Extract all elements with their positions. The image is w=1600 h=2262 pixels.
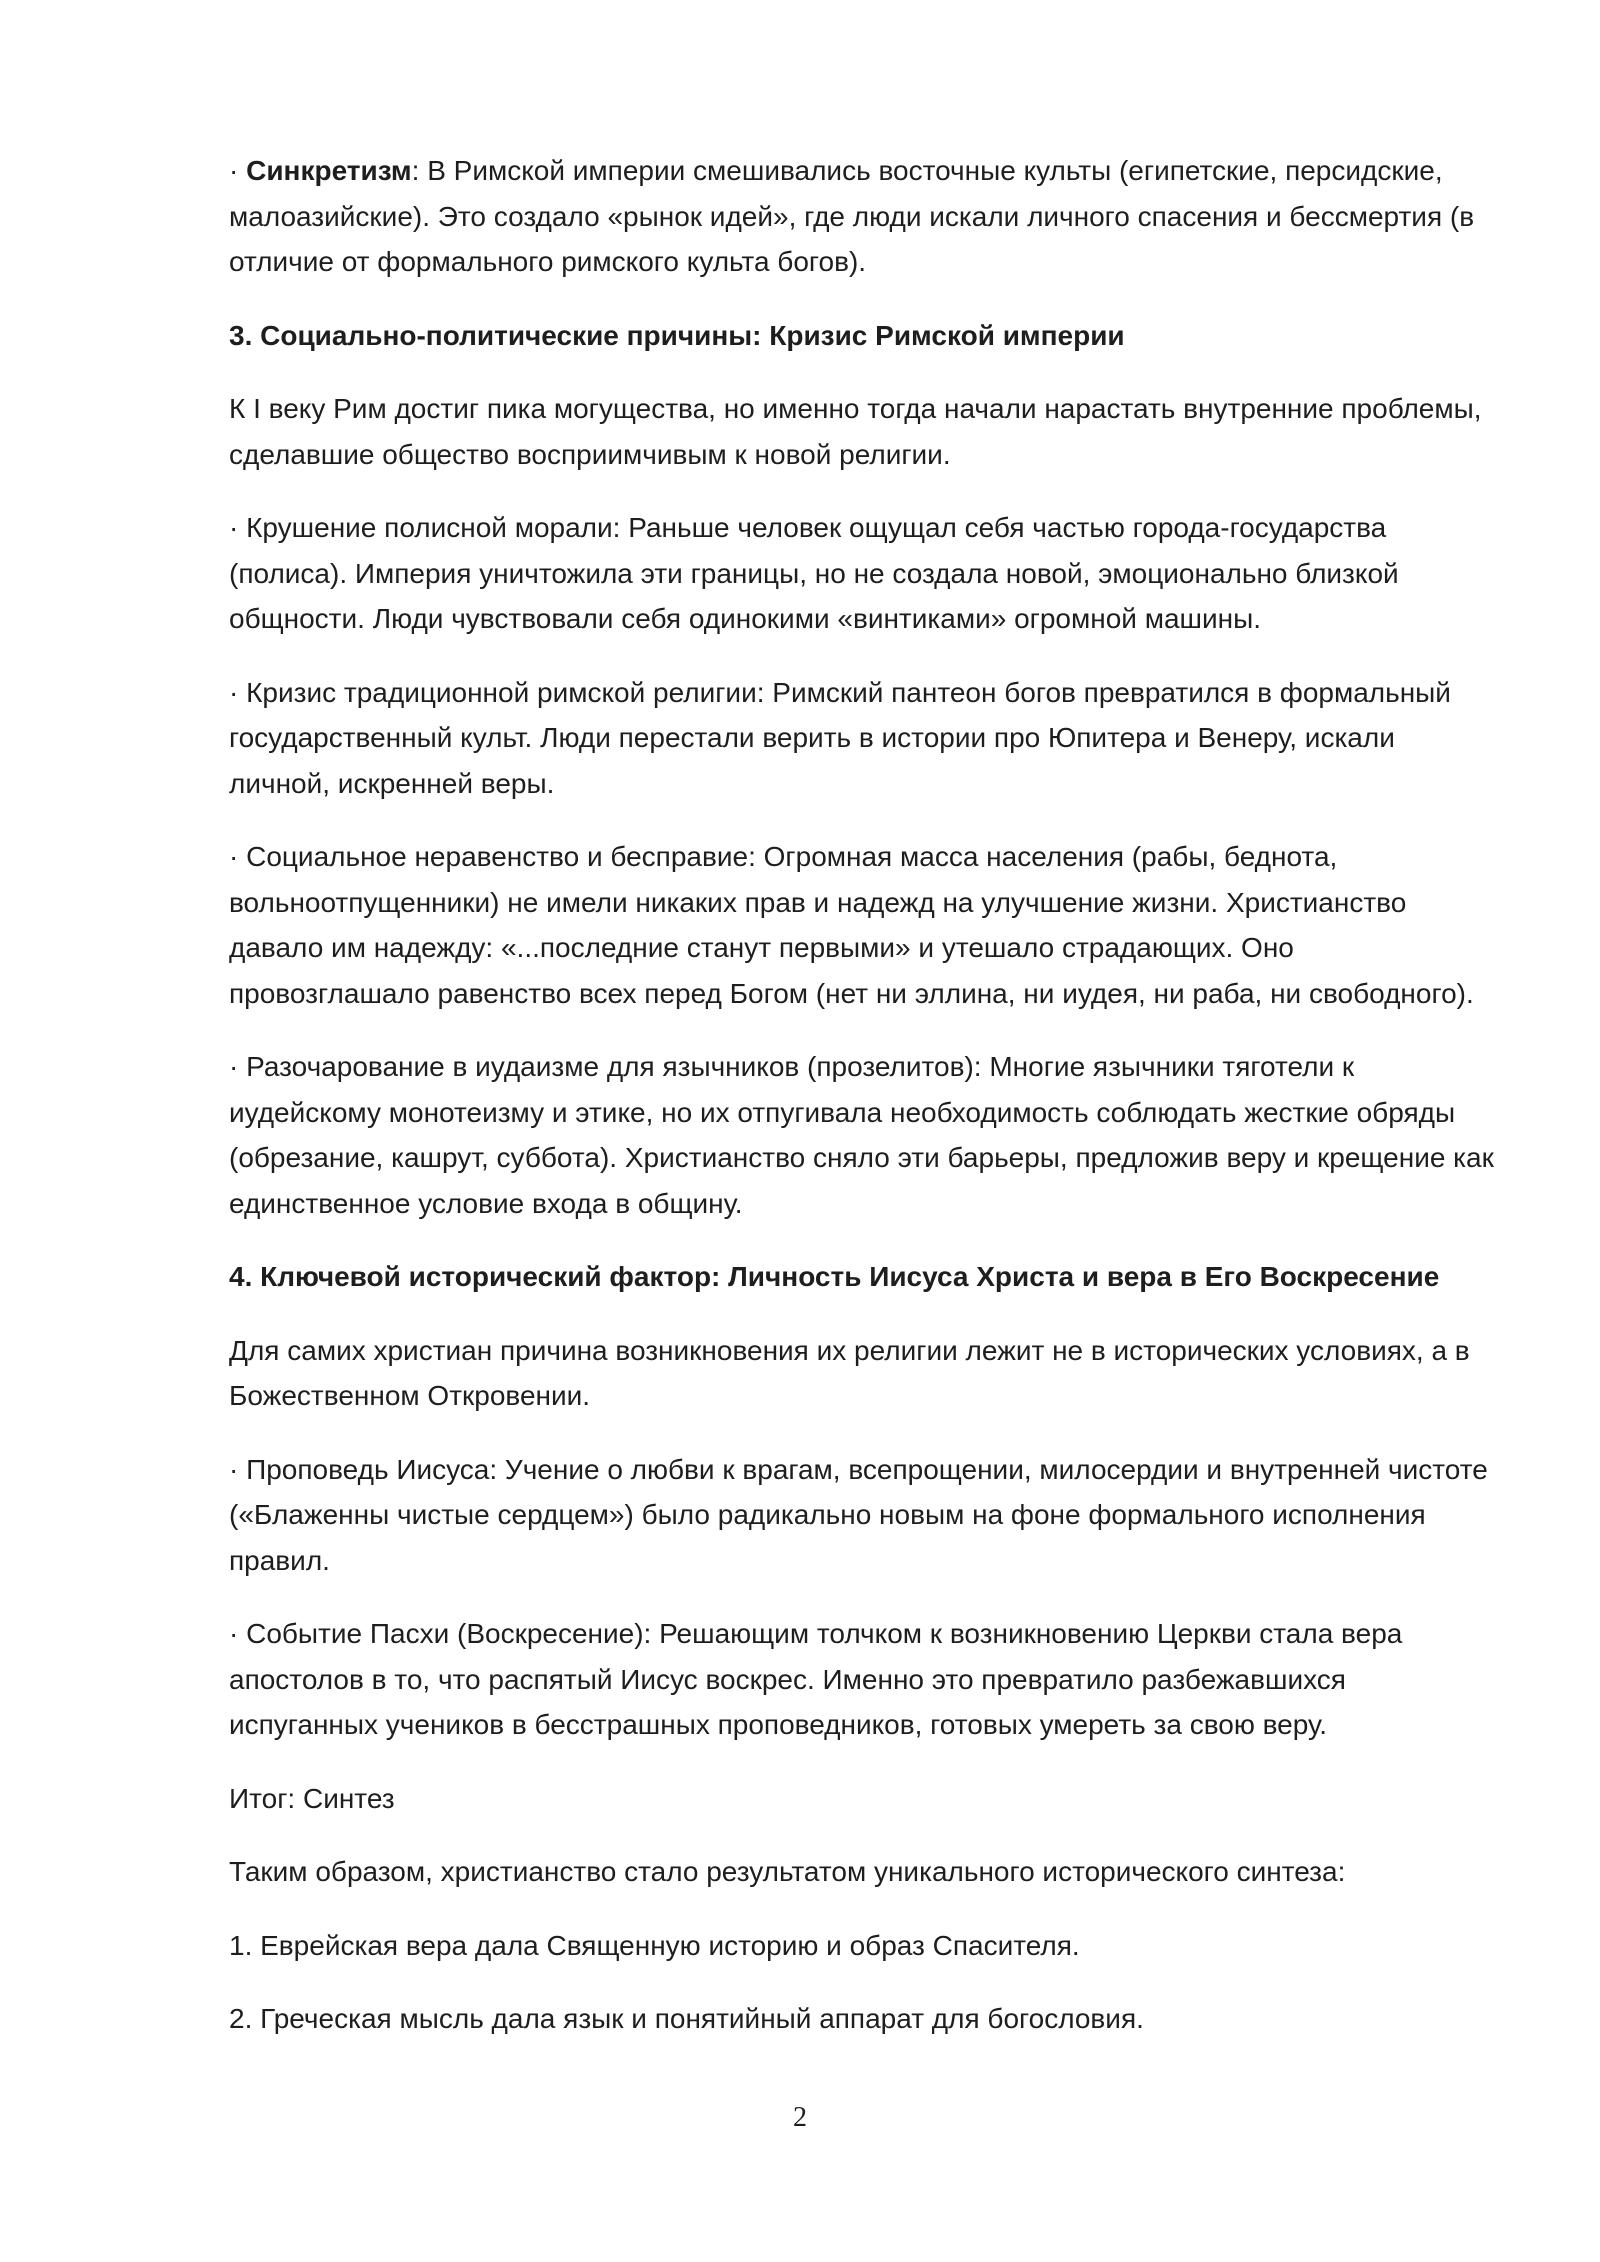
list-item-1: 1. Еврейская вера дала Священную историю и образ Спасителя. — [229, 1929, 1080, 1961]
paragraph-religion-crisis: · Кризис традиционной римской религии: Римский пантеон богов превратился в формальный государственный культ. Люди перестали верить в истории про Юпитера и Венеру, искали личной, искренней веры. — [229, 676, 1451, 799]
paragraph-polis-morality: · Крушение полисной морали: Раньше человек ощущал себя частью города-государства (полиса). Империя уничтожила эти границы, но не создала новой, эмоционально близкой общности. Люди чувствовали себя одинокими «винтиками» огромной машины. — [229, 512, 1399, 634]
paragraph-syncretism — [229, 148, 1501, 285]
paragraph-intro-rome: К I веку Рим достиг пика могущества, но именно тогда начали нарастать внутренние проблемы, сделавшие общество восприимчивым к новой религии. — [229, 393, 1482, 470]
paragraph-easter: · Событие Пасхи (Воскресение): Решающим толчком к возникновению Церкви стала вера апостолов в то, что распятый Иисус воскрес. Именно это превратило разбежавшихся испуганных учеников в бесстрашных проповедников, готовых умереть за свою веру. — [229, 1618, 1403, 1740]
paragraph-summary-title: Итог: Синтез — [229, 1782, 395, 1814]
document-page — [229, 148, 1501, 2070]
paragraph-judaism-disappointment: · Разочарование в иудаизме для язычников (прозелитов): Многие язычники тяготели к иудейскому монотеизму и этике, но их отпугивала необходимость соблюдать жесткие обряды (обрезание, кашрут, суббота). Христианство сняло эти барьеры, предложив веру и крещение как единственное условие входа в общину. — [229, 1051, 1494, 1219]
section-heading-4: 4. Ключевой исторический фактор: Личность Иисуса Христа и вера в Его Воскресение — [229, 1261, 1440, 1292]
section-heading-3: 3. Социально-политические причины: Кризис Римской империи — [229, 319, 1125, 351]
term-syncretism: Синкретизм — [246, 155, 412, 186]
paragraph-synthesis-intro: Таким образом, христианство стало результатом уникального исторического синтеза: — [229, 1856, 1346, 1887]
bullet: · — [229, 155, 247, 186]
paragraph-social-inequality: · Социальное неравенство и бесправие: Огромная масса населения (рабы, беднота, вольноотпущенники) не имели никаких прав и надежд на улучшение жизни. Христианство давало им надежду: «...последние станут первыми» и утешало страдающих. Оно провозглашало равенство всех перед Богом (нет ни эллина, ни иудея, ни раба, ни свободного). — [229, 841, 1474, 1009]
page-number: 2 — [793, 2102, 807, 2133]
paragraph-text: : В Римской империи смешивались восточные культы (египетские, персидские, малоазийские). Это создало «рынок идей», где люди искали личного спасения и бессмертия (в отличие от формального римского культа богов). — [229, 155, 1475, 277]
paragraph-sermon: · Проповедь Иисуса: Учение о любви к врагам, всепрощении, милосердии и внутренней чистоте («Блаженны чистые сердцем») было радикально новым на фоне формального исполнения правил. — [229, 1453, 1488, 1576]
list-item-2: 2. Греческая мысль дала язык и понятийный аппарат для богословия. — [229, 2003, 1144, 2034]
paragraph-revelation: Для самих христиан причина возникновения их религии лежит не в исторических условиях, а в Божественном Откровении. — [229, 1334, 1470, 1411]
